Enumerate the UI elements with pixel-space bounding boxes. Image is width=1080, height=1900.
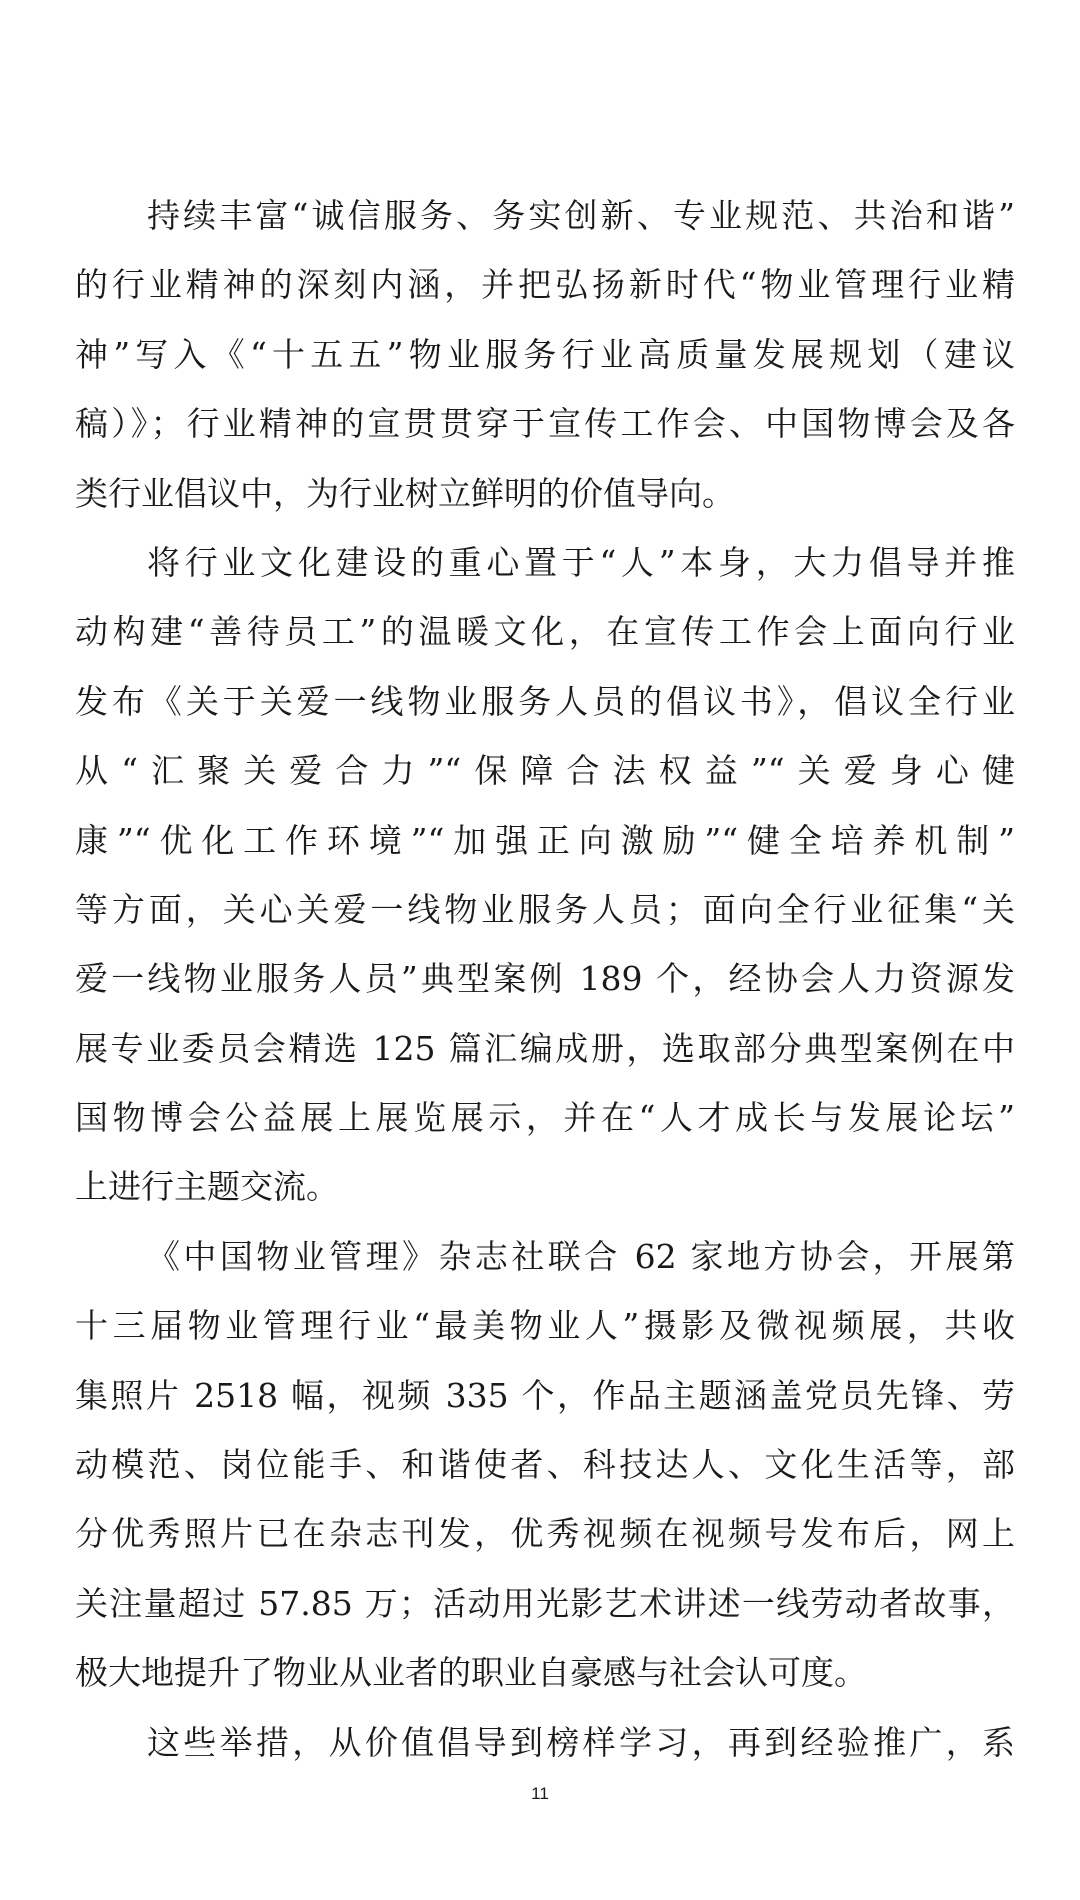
text-line: 关注量超过 57.85 万；活动用光影艺术讲述一线劳动者故事， xyxy=(75,1583,1015,1623)
text-line: 类行业倡议中，为行业树立鲜明的价值导向。 xyxy=(75,473,735,513)
text-line: 从“汇聚关爱合力”“保障合法权益”“关爱身心健 xyxy=(75,751,1015,791)
text-line: 动构建“善待员工”的温暖文化，在宣传工作会上面向行业 xyxy=(75,612,1015,652)
text-line: 康”“优化工作环境”“加强正向激励”“健全培养机制” xyxy=(75,820,1015,860)
paragraph xyxy=(75,528,1015,1222)
text-line: 上进行主题交流。 xyxy=(75,1167,339,1207)
text-line: 爱一线物业服务人员”典型案例 189 个，经协会人力资源发 xyxy=(75,959,1015,999)
text-line: 等方面，关心关爱一线物业服务人员；面向全行业征集“关 xyxy=(75,889,1015,929)
paragraph xyxy=(75,1708,1015,1777)
text-line: 将行业文化建设的重心置于“人”本身，大力倡导并推 xyxy=(147,542,1015,582)
text-line: 集照片 2518 幅，视频 335 个，作品主题涵盖党员先锋、劳 xyxy=(75,1375,1015,1415)
text-line: 分优秀照片已在杂志刊发，优秀视频在视频号发布后，网上 xyxy=(75,1514,1015,1554)
text-line: 持续丰富“诚信服务、务实创新、专业规范、共治和谐” xyxy=(147,196,1015,235)
text-line: 国物博会公益展上展览展示，并在“人才成长与发展论坛” xyxy=(75,1098,1015,1138)
text-line: 发布《关于关爱一线物业服务人员的倡议书》，倡议全行业 xyxy=(75,681,1015,721)
paragraph xyxy=(75,181,1015,528)
text-line: 这些举措，从价值倡导到榜样学习，再到经验推广，系 xyxy=(147,1722,1015,1762)
text-line: 十三届物业管理行业“最美物业人”摄影及微视频展，共收 xyxy=(75,1306,1015,1346)
paragraph xyxy=(75,1222,1015,1708)
text-line: 动模范、岗位能手、和谐使者、科技达人、文化生活等，部 xyxy=(75,1445,1015,1485)
text-line: 的行业精神的深刻内涵，并把弘扬新时代“物业管理行业精 xyxy=(75,265,1015,305)
text-line: 神”写入《“十五五”物业服务行业高质量发展规划（建议 xyxy=(75,334,1015,374)
text-line: 极大地提升了物业从业者的职业自豪感与社会认可度。 xyxy=(75,1653,867,1693)
body-text xyxy=(75,181,1015,1777)
text-line: 展专业委员会精选 125 篇汇编成册，选取部分典型案例在中 xyxy=(75,1028,1015,1068)
text-line: 《中国物业管理》杂志社联合 62 家地方协会，开展第 xyxy=(147,1236,1015,1276)
page-number: 11 xyxy=(531,1784,549,1803)
text-line: 稿）》；行业精神的宣贯贯穿于宣传工作会、中国物博会及各 xyxy=(75,404,1015,444)
